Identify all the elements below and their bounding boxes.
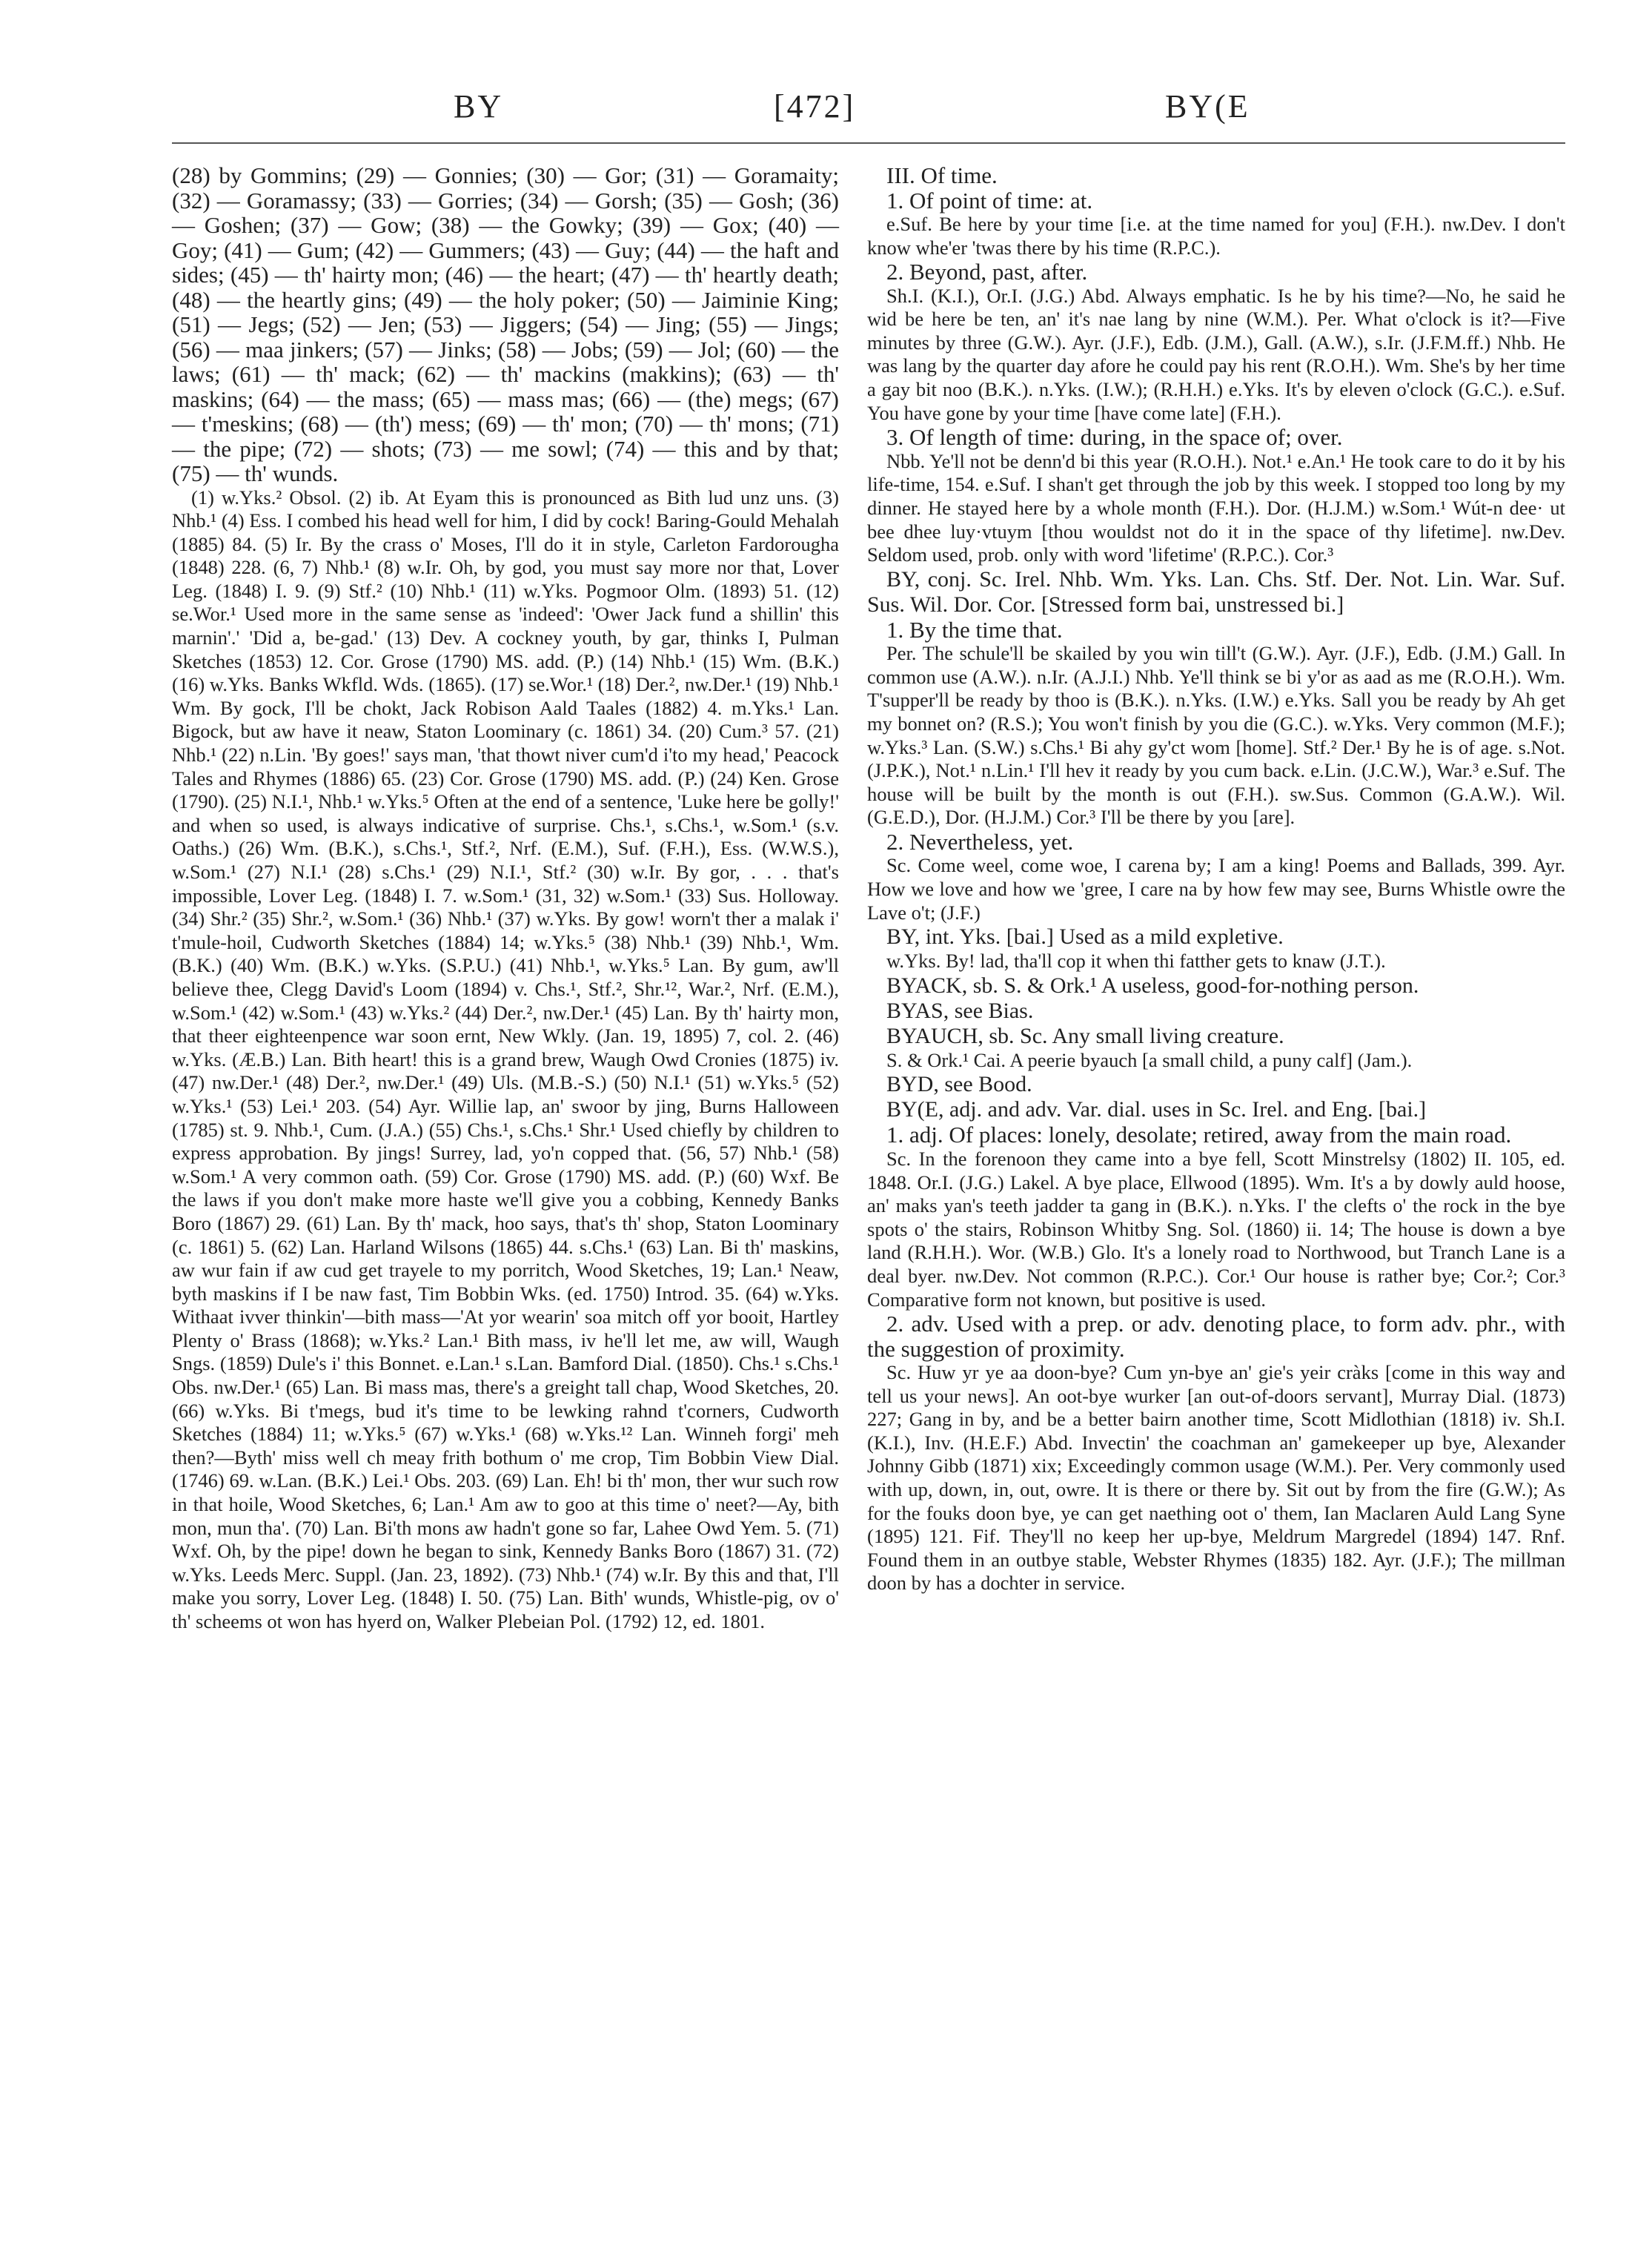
dictionary-entry-heading: BY(E, adj. and adv. Var. dial. uses in Sc. Irel. and Eng. [bai.] bbox=[886, 1097, 1427, 1122]
dictionary-entry-heading: BYACK, sb. S. & Ork.¹ A useless, good-for-nothing person. bbox=[886, 973, 1419, 998]
page-number: [472] bbox=[774, 88, 856, 125]
citation-paragraph: Sh.I. (K.I.), Or.I. (J.G.) Abd. Always emphatic. Is he by his time?—No, he said he wid be here be ten, an' it's nae lang by nine (W.M.). Per. What o'clock is it?—Five minutes by three (G.W.). Ayr. (J.F.), Edb. (J.M.), Gall. (A.W.), s.Ir. (J.F.M.ff.) Nhb. He was lang by the quarter day afore he could pay his rent (R.O.H.). Wm. She's by her time a gay bit noo (B.K.). n.Yks. (I.W.); (R.H.H.) e.Yks. It's by eleven o'clock (G.C.). e.Suf. You have gone by your time [have come late] (F.H.). bbox=[867, 284, 1565, 424]
citation-paragraph: Nbb. Ye'll not be denn'd bi this year (R.O.H.). Not.¹ e.An.¹ He took care to do it by his life-time, 154. e.Suf. I shan't get through the job by this week. I stopped too long by my dinner. He stayed here by a whole month (F.H.). Dor. (H.J.M.) w.Som.¹ Wút-n dee· ut bee dhee luy·vtuym [thou wouldst not do it in the space of thy lifetime]. nw.Dev. Seldom used, prob. only with word 'lifetime' (R.P.C.). Cor.³ bbox=[867, 449, 1565, 566]
dictionary-entry-heading: BY, int. Yks. [bai.] Used as a mild expletive. bbox=[886, 924, 1284, 950]
dictionary-entry-heading: BYD, see Bood. bbox=[886, 1072, 1032, 1097]
page-header bbox=[172, 87, 1580, 139]
right-column bbox=[867, 163, 1565, 1595]
sense-heading: 2. Nevertheless, yet. bbox=[886, 828, 1074, 855]
citation-paragraph: Sc. In the forenoon they came into a bye fell, Scott Minstrelsy (1802) II. 105, ed. 1848. Or.I. (J.G.) Lakel. A bye place, Ellwood (1895). Wm. It's a by dowly auld hoose, an' maks yan's teeth jadder ta gang in (B.K.). n.Yks. I' the clefts o' the rock in the bye spots o' the stairs, Robinson Whitby Sng. Sol. (1860) ii. 14; The house is down a bye land (R.H.H.). Wor. (W.B.) Glo. It's a lonely road to Northwood, but Tranch Lane is a deal byer. nw.Dev. Not common (R.P.C.). Cor.¹ Our house is rather bye; Cor.²; Cor.³ Comparative form not known, but positive is used. bbox=[867, 1147, 1565, 1311]
left-column bbox=[172, 163, 839, 1634]
sense-heading: 2. Beyond, past, after. bbox=[886, 259, 1088, 285]
header-rule bbox=[172, 142, 1565, 144]
citation-paragraph: S. & Ork.¹ Cai. A peerie byauch [a small child, a puny calf] (Jam.). bbox=[886, 1048, 1413, 1071]
header-left-word: BY bbox=[454, 88, 504, 125]
dictionary-entry-heading: BYAS, see Bias. bbox=[886, 998, 1034, 1023]
header-right-word: BY(E bbox=[1165, 88, 1250, 125]
sense-heading: 1. By the time that. bbox=[886, 616, 1063, 643]
sense-heading: 3. Of length of time: during, in the space of; over. bbox=[886, 424, 1343, 451]
oath-list: (28) by Gommins; (29) — Gonnies; (30) — Gor; (31) — Goramaity; (32) — Goramassy; (33) — Gorries; (34) — Gorsh; (35) — Gosh; (36) — Goshen; (37) — Gow; (38) — the Gowky; (39) — Gox; (40) — Goy; (41) — Gum; (42) — Gummers; (43) — Guy; (44) — the haft and sides; (45) — th' hairty mon; (46) — the heart; (47) — th' heartly death; (48) — the heartly gins; (49) — the holy poker; (50) — Jaiminie King; (51) — Jegs; (52) — Jen; (53) — Jiggers; (54) — Jing; (55) — Jings; (56) — maa jinkers; (57) — Jinks; (58) — Jobs; (59) — Jol; (60) — the laws; (61) — th' mack; (62) — th' mackins (makkins); (63) — th' maskins; (64) — the mass; (65) — mass mas; (66) — (the) megs; (67) — t'meskins; (68) — (th') mess; (69) — th' mon; (70) — th' mons; (71) — the pipe; (72) — shots; (73) — me sowl; (74) — this and by that; (75) — th' wunds. bbox=[172, 162, 839, 486]
sense-heading: 1. adj. Of places: lonely, desolate; retired, away from the main road. bbox=[886, 1122, 1512, 1148]
citation-paragraph: Per. The schule'll be skailed by you win till't (G.W.). Ayr. (J.F.), Edb. (J.M.) Gall. In common use (A.W.). n.Ir. (A.J.I.) Nhb. Ye'll think se bi y'or as aad as me (R.O.H.). Wm. T'supper'll be ready by thoo is (B.K.). n.Yks. (I.W.) e.Yks. Sall you be ready by Ah get my bonnet on? (R.S.); You won't finish by you die (G.C.). w.Yks. Very common (M.F.); w.Yks.³ Lan. (S.W.) s.Chs.¹ Bi ahy gy'ct wom [home]. Stf.² Der.¹ By he is of age. s.Not. (J.P.K.), Not.¹ n.Lin.¹ I'll hev it ready by you cum back. e.Lin. (J.C.W.), War.³ e.Suf. The house will be built by the month is out (F.H.). sw.Sus. Common (G.A.W.). Wil. (G.E.D.), Dor. (H.J.M.) Cor.³ I'll be there by you [are]. bbox=[867, 642, 1565, 829]
sense-heading: 1. Of point of time: at. bbox=[886, 187, 1093, 214]
sense-heading: 2. adv. Used with a prep. or adv. denoting place, to form adv. phr., with the suggestion of proximity. bbox=[867, 1311, 1565, 1362]
sense-heading: III. Of time. bbox=[886, 162, 998, 188]
dictionary-entry-heading: BY, conj. Sc. Irel. Nhb. Wm. Yks. Lan. Chs. Stf. Der. Not. Lin. War. Suf. Sus. Wil. Dor. Cor. [Stressed form bai, unstressed bi.] bbox=[867, 566, 1565, 617]
citation-paragraph: Sc. Huw yr ye aa doon-bye? Cum yn-bye an' gie's yeir cràks [come in this way and tell us your news]. An oot-bye wurker [an out-of-doors servant], Murray Dial. (1873) 227; Gang in by, and be a better bairn another time, Scott Midlothian (1818) iv. Sh.I. (K.I.), Inv. (H.E.F.) Abd. Invectin' the coachman an' gamekeeper up bye, Alexander Johnny Gibb (1871) xix; Exceedingly common usage (W.M.). Per. Very commonly used with up, down, in, out, owre. It is there or there by. Sit out by from the fire (G.W.); As for the fouks doon bye, ye can get naething oot o' them, Ian Maclaren Auld Lang Syne (1895) 121. Fif. They'll no keep her up-bye, Meldrum Margredel (1894) 147. Rnf. Found them in an outbye stable, Webster Rhymes (1835) 182. Ayr. (J.F.); The millman doon by has a dochter in service. bbox=[867, 1361, 1565, 1595]
citation-paragraph: w.Yks. By! lad, tha'll cop it when thi fatther gets to knaw (J.T.). bbox=[886, 950, 1386, 973]
citation-paragraph: Sc. Come weel, come woe, I carena by; I am a king! Poems and Ballads, 399. Ayr. How we love and how we 'gree, I care na by how few may see, Burns Whistle owre the Lave o't; (J.F.) bbox=[867, 854, 1565, 924]
citation-paragraph: e.Suf. Be here by your time [i.e. at the time named for you] (F.H.). nw.Dev. I don't know whe'er 'twas there by his time (R.P.C.). bbox=[867, 213, 1565, 259]
dictionary-entry-heading: BYAUCH, sb. Sc. Any small living creature. bbox=[886, 1023, 1284, 1048]
oath-citations: (1) w.Yks.² Obsol. (2) ib. At Eyam this is pronounced as Bith lud unz uns. (3) Nhb.¹ (4) Ess. I combed his head well for him, I did by cock! Baring-Gould Mehalah (1885) 84. (5) Ir. By the crass o' Moses, I'll do it in style, Carleton Fardorougha (1848) 228. (6, 7) Nhb.¹ (8) w.Ir. Oh, by god, you must say more nor that, Lover Leg. (1848) I. 9. (9) Stf.² (10) Nhb.¹ (11) w.Yks. Pogmoor Olm. (1893) 51. (12) se.Wor.¹ Used more in the same sense as 'indeed': 'Ower Jack fund a shillin' this marnin'.' 'Did a, be-gad.' (13) Dev. A cockney youth, by gar, thinks I, Pulman Sketches (1853) 12. Cor. Grose (1790) MS. add. (P.) (14) Nhb.¹ (15) Wm. (B.K.) (16) w.Yks. Banks Wkfld. Wds. (1865). (17) se.Wor.¹ (18) Der.², nw.Der.¹ (19) Nhb.¹ Wm. By gock, I'll be chokt, Jack Robison Aald Taales (1882) 4. m.Yks.¹ Lan. Bigock, but aw have it neaw, Staton Loominary (c. 1861) 34. (20) Cum.³ 57. (21) Nhb.¹ (22) n.Lin. 'By goes!' says man, 'that thowt niver cum'd i'to my head,' Peacock Tales and Rhymes (1886) 65. (23) Cor. Grose (1790) MS. add. (P.) (24) Ken. Grose (1790). (25) N.I.¹, Nhb.¹ w.Yks.⁵ Often at the end of a sentence, 'Luke here be golly!' and when so used, is always indicative of surprise. Chs.¹, s.Chs.¹, w.Som.¹ (s.v. Oaths.) (26) Wm. (B.K.), s.Chs.¹, Stf.², Nrf. (E.M.), Suf. (F.H.), Ess. (W.W.S.), w.Som.¹ (27) N.I.¹ (28) s.Chs.¹ (29) N.I.¹, Stf.² (30) w.Ir. By gor, . . . that's impossible, Lover Leg. (1848) I. 7. w.Som.¹ (31, 32) w.Som.¹ (33) Sus. Holloway. (34) Shr.² (35) Shr.², w.Som.¹ (36) Nhb.¹ (37) w.Yks. By gow! worn't ther a malak i' t'mule-hoil, Cudworth Sketches (1884) 14; w.Yks.⁵ (38) Nhb.¹ (39) Nhb.¹, Wm. (B.K.) (40) Wm. (B.K.) w.Yks. (S.P.U.) (41) Nhb.¹, w.Yks.⁵ Lan. By gum, aw'll believe thee, Clegg David's Loom (1894) v. Chs.¹, Stf.², Shr.¹², War.², Nrf. (E.M.), w.Som.¹ (42) w.Som.¹ (43) w.Yks.² (44) Der.², nw.Der.¹ (45) Lan. By th' hairty mon, that theer eighteenpence war soon ernt, New Wkly. (Jan. 19, 1895) 7, col. 2. (46) w.Yks. (Æ.B.) Lan. Bith heart! this is a grand brew, Waugh Owd Cronies (1875) iv. (47) nw.Der.¹ (48) Der.², nw.Der.¹ (49) Uls. (M.B.-S.) (50) N.I.¹ (51) w.Yks.⁵ (52) w.Yks.¹ (53) Lei.¹ 203. (54) Ayr. Willie lap, an' swoor by jing, Burns Halloween (1785) st. 9. Nhb.¹, Cum. (J.A.) (55) Chs.¹, s.Chs.¹ Shr.¹ Used chiefly by children to express approbation. By jings! Surrey, lad, yo'n copped that. (56, 57) Nhb.¹ (58) w.Som.¹ A very common oath. (59) Cor. Grose (1790) MS. add. (P.) (60) Wxf. Be the laws if you don't make more haste we'll give you a cobbing, Kennedy Banks Boro (1867) 29. (61) Lan. By th' mack, hoo says, that's th' shop, Staton Loominary (c. 1861) 5. (62) Lan. Harland Wilsons (1865) 44. s.Chs.¹ (63) Lan. Bi th' maskins, aw wur fain if aw cud get trayele to my porritch, Wood Sketches, 19; Lan.¹ Neaw, byth maskins if I be naw fast, Tim Bobbin Wks. (ed. 1750) Introd. 35. (64) w.Yks. Withaat ivver thinkin'—bith mass—'At yor wearin' soa mitch off yor booit, Hartley Plenty o' Brass (1868); w.Yks.² Lan.¹ Bith mass, iv he'll let me, aw will, Waugh Sngs. (1859) Dule's i' this Bonnet. e.Lan.¹ s.Lan. Bamford Dial. (1850). Chs.¹ s.Chs.¹ Obs. nw.Der.¹ (65) Lan. Bi mass mas, there's a greight tall chap, Wood Sketches, 20. (66) w.Yks. Bi t'megs, bud it's time to be lewking rahnd t'corners, Cudworth Sketches (1884) 11; w.Yks.⁵ (67) w.Yks.¹ (68) w.Yks.¹² Lan. Winneh forgi' meh then?—Byth' miss well ch meay frith bothum o' me crop, Tim Bobbin View Dial. (1746) 69. w.Lan. (B.K.) Lei.¹ Obs. 203. (69) Lan. Eh! bi th' mon, ther wur such row in that hoile, Wood Sketches, 6; Lan.¹ Am aw to goo at this time o' neet?—Ay, bith mon, mun tha'. (70) Lan. Bi'th mons aw hadn't gone so far, Lahee Owd Yem. 5. (71) Wxf. Oh, by the pipe! down he began to sink, Kennedy Banks Boro (1867) 31. (72) w.Yks. Leeds Merc. Suppl. (Jan. 23, 1892). (73) Nhb.¹ (74) w.Ir. By this and that, I'll make you sorry, Lover Leg. (1848) I. 50. (75) Lan. Bith' wunds, Whistle-pig, ov o' th' scheems ot won has hyerd on, Walker Plebeian Pol. (1792) 12, ed. 1801. bbox=[172, 486, 839, 1632]
